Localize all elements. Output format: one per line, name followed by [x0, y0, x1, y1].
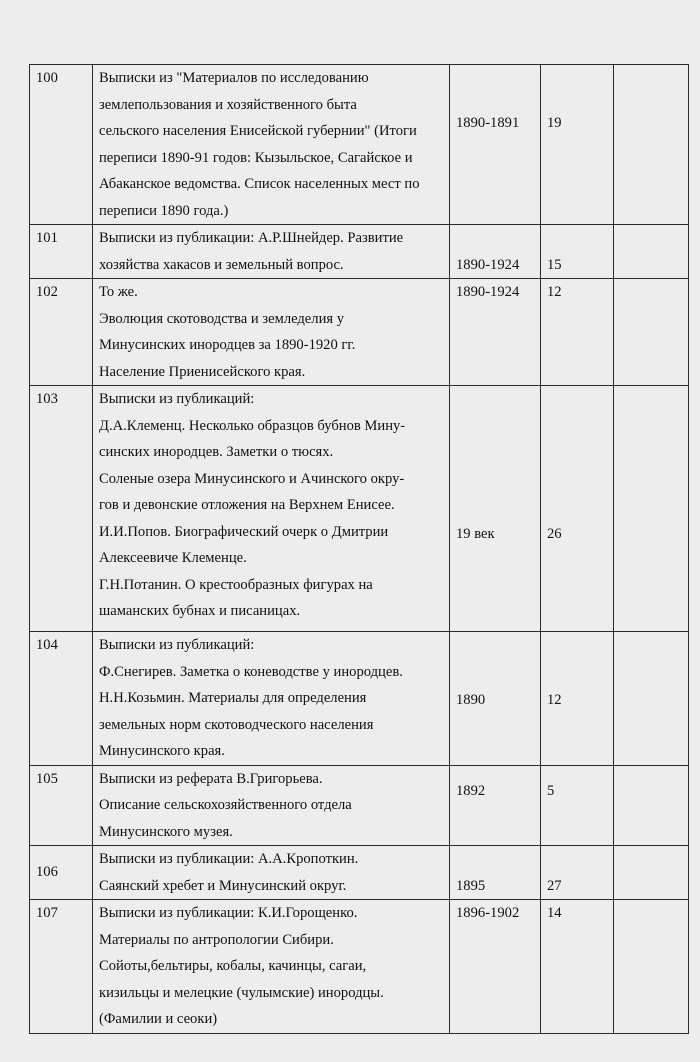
title-line: То же.	[99, 284, 138, 300]
item-dates: 1890	[450, 632, 541, 766]
title-line: Ф.Снегирев. Заметка о коневодстве у инородцев.	[99, 663, 403, 680]
item-dates: 1892	[450, 765, 541, 846]
title-line: сельского населения Енисейской губернии" (Итоги	[99, 123, 417, 139]
item-dates: 19 век	[450, 386, 541, 632]
item-number: 101	[30, 225, 93, 279]
item-dates: 1895	[450, 846, 541, 900]
item-notes	[614, 279, 689, 386]
item-number: 104	[30, 632, 93, 766]
title-line: Эволюция скотоводства и земледелия у	[99, 310, 345, 327]
item-page-count: 14	[541, 900, 614, 1034]
item-notes	[614, 900, 689, 1034]
table-row	[30, 225, 689, 279]
title-line: шаманских бубнах и писаницах.	[99, 603, 301, 619]
item-title	[93, 386, 450, 632]
item-notes	[614, 225, 689, 279]
title-line: хозяйства хакасов и земельный вопрос.	[99, 256, 344, 273]
item-title	[93, 900, 450, 1034]
title-line: Абаканское ведомства. Список населенных мест по	[99, 176, 420, 192]
title-line: Выписки из публикации: А.А.Кропоткин.	[99, 851, 359, 867]
item-dates: 1896-1902	[450, 900, 541, 1034]
title-line: переписи 1890 года.)	[99, 202, 229, 219]
item-title	[93, 65, 450, 225]
item-page-count: 27	[541, 846, 614, 900]
item-notes	[614, 632, 689, 766]
title-line: Саянский хребет и Минусинский округ.	[99, 877, 347, 894]
item-number: 105	[30, 765, 93, 846]
title-line: переписи 1890-91 годов: Кызыльское, Сагайское и	[99, 149, 413, 166]
title-line: синских инородцев. Заметки о тюсях.	[99, 444, 334, 460]
item-notes	[614, 386, 689, 632]
title-line: кизильцы и мелецкие (чулымские) инородцы.	[99, 984, 384, 1001]
title-line: земельных норм скотоводческого населения	[99, 716, 374, 733]
item-title	[93, 279, 450, 386]
table-row	[30, 900, 689, 1034]
item-dates: 1890-1924	[450, 225, 541, 279]
title-line: Н.Н.Козьмин. Материалы для определения	[99, 690, 367, 706]
item-page-count: 15	[541, 225, 614, 279]
title-line: гов и девонские отложения на Верхнем Енисее.	[99, 497, 395, 513]
item-title	[93, 846, 450, 900]
title-line: Минусинских инородцев за 1890-1920 гг.	[99, 337, 356, 353]
item-title	[93, 765, 450, 846]
item-number: 106	[30, 846, 93, 900]
title-line: Соленые озера Минусинского и Ачинского окру-	[99, 470, 405, 487]
table-row	[30, 846, 689, 900]
title-line: Минусинского края.	[99, 743, 225, 759]
title-line: Выписки из публикации: А.Р.Шнейдер. Развитие	[99, 230, 404, 246]
item-dates: 1890-1924	[450, 279, 541, 386]
item-notes	[614, 65, 689, 225]
title-line: Выписки из "Материалов по исследованию	[99, 70, 369, 86]
item-page-count: 5	[541, 765, 614, 846]
table-row	[30, 632, 689, 766]
table-row	[30, 765, 689, 846]
archive-inventory-table	[29, 64, 689, 1034]
item-title	[93, 632, 450, 766]
item-number: 103	[30, 386, 93, 632]
title-line: Г.Н.Потанин. О крестообразных фигурах на	[99, 576, 373, 593]
title-line: Сойоты,бельтиры, кобалы, качинцы, сагаи,	[99, 958, 367, 974]
item-page-count: 19	[541, 65, 614, 225]
item-number: 100	[30, 65, 93, 225]
title-line: землепользования и хозяйственного быта	[99, 96, 357, 113]
item-page-count: 12	[541, 279, 614, 386]
item-dates: 1890-1891	[450, 65, 541, 225]
title-line: Алексеевиче Клеменце.	[99, 550, 247, 566]
table-body	[30, 65, 689, 1034]
table-row	[30, 386, 689, 632]
title-line: Выписки из реферата В.Григорьева.	[99, 770, 323, 787]
item-notes	[614, 846, 689, 900]
table-row	[30, 279, 689, 386]
title-line: Выписки из публикаций:	[99, 391, 255, 407]
item-number: 107	[30, 900, 93, 1034]
title-line: Выписки из публикации: К.И.Горощенко.	[99, 905, 358, 921]
item-page-count: 12	[541, 632, 614, 766]
title-line: Выписки из публикаций:	[99, 637, 255, 653]
item-number: 102	[30, 279, 93, 386]
title-line: (Фамилии и сеоки)	[99, 1011, 218, 1027]
item-title	[93, 225, 450, 279]
title-line: Материалы по антропологии Сибири.	[99, 931, 334, 948]
table-row	[30, 65, 689, 225]
item-notes	[614, 765, 689, 846]
item-page-count: 26	[541, 386, 614, 632]
title-line: Описание сельскохозяйственного отдела	[99, 797, 352, 813]
title-line: Д.А.Клеменц. Несколько образцов бубнов Мину-	[99, 417, 406, 434]
title-line: Население Приенисейского края.	[99, 363, 306, 380]
title-line: И.И.Попов. Биографический очерк о Дмитрии	[99, 523, 389, 540]
title-line: Минусинского музея.	[99, 823, 233, 840]
